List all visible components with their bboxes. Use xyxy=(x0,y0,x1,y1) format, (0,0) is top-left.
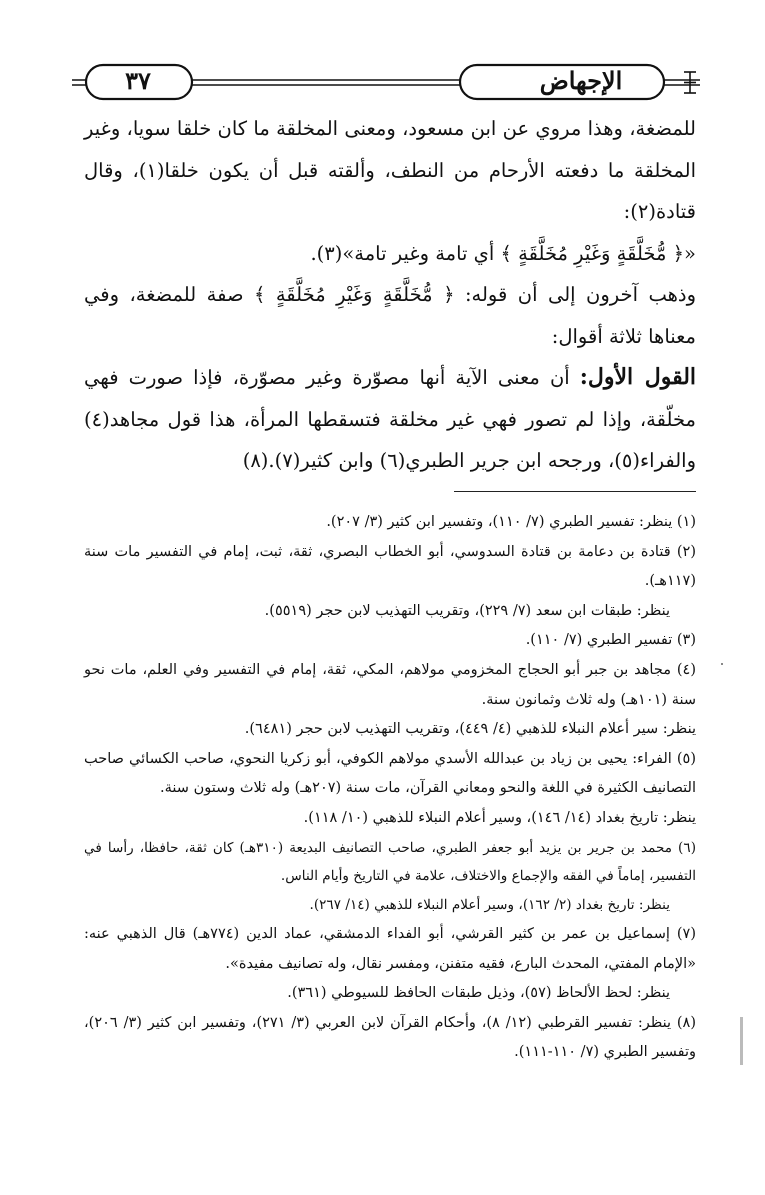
footnote-7-ref: ينظر: لحظ الألحاظ (٥٧)، وذيل طبقات الحافظ للسيوطي (٣٦١). xyxy=(287,985,670,1002)
footnote-separator xyxy=(454,491,696,492)
paragraph-3-text: وذهب آخرون إلى أن قوله: ﴿ مُّخَلَّقَةٍ وَغَيْرِ مُخَلَّقَةٍ ﴾ صفة للمضغة، وفي معناها ثلاثة أقوال: xyxy=(84,283,696,348)
page-number: ٣٧ xyxy=(125,66,151,95)
footnote-6-ref: ينظر: تاريخ بغداد (٢/ ١٦٢)، وسير أعلام النبلاء للذهبي (١٤/ ٢٦٧). xyxy=(309,897,670,914)
main-text xyxy=(84,108,696,482)
first-opinion-text: أن معنى الآية أنها مصوّرة وغير مصوّرة، فإذا صورت فهي مخلّقة، وإذا لم تصور فهي غير مخلقة فتسقطها المرأة، هذا قول مجاهد(٤) والفراء(٥)، ورجحه ابن جرير الطبري(٦) وابن كثير(٧).(٨) xyxy=(84,366,696,472)
paragraph-3 xyxy=(84,274,696,357)
first-opinion-heading: القول الأول: xyxy=(579,364,697,390)
paragraph-1: للمضغة، وهذا مروي عن ابن مسعود، ومعنى المخلقة ما كان خلقا سويا، وغير المخلقة ما دفعته الأرحام من النطف، وألقته قبل أن يكون خلقا(١)، وقال قتادة(٢): xyxy=(84,117,696,223)
paragraph-2: «﴿ مُّخَلَّقَةٍ وَغَيْرِ مُخَلَّقَةٍ ﴾ أي تامة وغير تامة»(٣). xyxy=(310,241,696,265)
footnote-3: (٣) تفسير الطبري (٧/ ١١٠). xyxy=(525,632,696,649)
footnotes xyxy=(84,508,696,1068)
page-header xyxy=(72,62,700,104)
footnote-4: (٤) مجاهد بن جبر أبو الحجاج المخزومي مولاهم، المكي، ثقة، إمام في التفسير وفي العلم، مات نحو سنة (١٠١هـ) وله ثلاث وثمانون سنة. xyxy=(84,661,696,708)
footnote-1: (١) ينظر: تفسير الطبري (٧/ ١١٠)، وتفسير ابن كثير (٣/ ٢٠٧). xyxy=(326,514,696,530)
footnote-8: (٨) ينظر: تفسير القرطبي (١٢/ ٨)، وأحكام القرآن لابن العربي (٣/ ٢٧١)، وتفسير ابن كثير (٣/ ٢٠٦)، وتفسير الطبري (٧/ ١١٠-١١١). xyxy=(84,1014,697,1061)
paragraph-4 xyxy=(84,357,696,482)
scan-speck xyxy=(721,663,723,665)
footnote-2-ref: ينظر: طبقات ابن سعد (٧/ ٢٢٩)، وتقريب التهذيب لابن حجر (٥٥١٩). xyxy=(264,602,670,619)
scan-edge-mark xyxy=(740,1017,743,1065)
footnote-5: (٥) الفراء: يحيى بن زياد بن عبدالله الأسدي مولاهم الكوفي، أبو زكريا النحوي، صاحب الكسائي صاحب التصانيف الكثيرة في اللغة والنحو ومعاني القرآن، مات سنة (٢٠٧هـ) وله ثلاث وستون سنة. xyxy=(84,750,696,797)
footnote-7: (٧) إسماعيل بن عمر بن كثير القرشي، أبو الفداء الدمشقي، عماد الدين (٧٧٤هـ) قال الذهبي عنه: «الإمام المفتي، المحدث البارع، فقيه متفنن، ومفسر نقال، وله تصانيف مفيدة». xyxy=(84,925,696,972)
footnote-2: (٢) قتادة بن دعامة بن قتادة السدوسي، أبو الخطاب البصري، ثقة، ثبت، إمام في التفسير مات سنة (١١٧هـ). xyxy=(84,543,696,590)
running-title: الإجهاض xyxy=(539,66,623,95)
footnote-6: (٦) محمد بن جرير بن يزيد أبو جعفر الطبري، صاحب التصانيف البديعة (٣١٠هـ) كان ثقة، حافظا، رأسا في التفسير، إماماً في الفقه والإجماع والاختلاف، علامة في التاريخ وأيام الناس. xyxy=(84,839,696,885)
footnote-4-ref: ينظر: سير أعلام النبلاء للذهبي (٤/ ٤٤٩)، وتقريب التهذيب لابن حجر (٦٤٨١). xyxy=(244,721,696,738)
footnote-5-ref: ينظر: تاريخ بغداد (١٤/ ١٤٦)، وسير أعلام النبلاء للذهبي (١٠/ ١١٨). xyxy=(303,809,696,826)
